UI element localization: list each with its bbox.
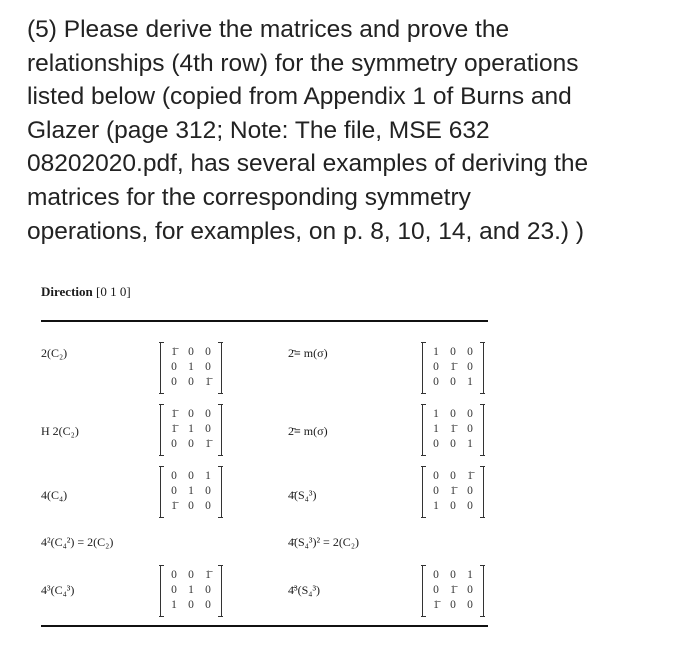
question-line: Glazer (page 312; Note: The file, MSE 632 [27, 116, 490, 144]
matrix-cell: 1̄ [171, 500, 177, 512]
direction-heading [41, 284, 131, 300]
matrix-cell: 1 [433, 346, 439, 358]
matrix-row [429, 375, 477, 390]
matrix-cell: 1̄ [205, 569, 211, 581]
matrix-row [429, 598, 477, 613]
matrix-cell: 0 [450, 438, 456, 450]
matrix-cell: 1̄ [205, 438, 211, 450]
matrix-row [429, 583, 477, 598]
matrix-cell: 0 [171, 584, 177, 596]
operation-label: 2̄≡ m(σ) [288, 346, 328, 360]
matrix-row [167, 422, 215, 437]
matrix-cell: 0 [188, 470, 194, 482]
matrix-cell: 0 [467, 599, 473, 611]
matrix-cell: 0 [467, 346, 473, 358]
symmetry-matrix [422, 467, 484, 517]
matrix-cell: 0 [188, 500, 194, 512]
matrix-row [167, 598, 215, 613]
matrix-cell: 0 [171, 485, 177, 497]
matrix-cell: 1 [467, 376, 473, 388]
matrix-cell: 1 [433, 423, 439, 435]
matrix-cell: 1̄ [450, 361, 456, 373]
matrix-cell: 1̄ [171, 423, 177, 435]
symmetry-matrix [160, 467, 222, 517]
matrix-cell: 0 [205, 584, 211, 596]
matrix-cell: 0 [188, 438, 194, 450]
matrix-cell: 0 [205, 599, 211, 611]
symmetry-matrix [160, 566, 222, 616]
matrix-cell: 0 [205, 500, 211, 512]
operation-label: H 2(C₂) [41, 424, 79, 438]
matrix-cell: 0 [433, 485, 439, 497]
matrix-cell: 0 [450, 569, 456, 581]
matrix-cell: 1 [188, 485, 194, 497]
matrix-row [429, 422, 477, 437]
matrix-cell: 1 [171, 599, 177, 611]
matrix-cell: 1 [188, 423, 194, 435]
question-line: operations, for examples, on p. 8, 10, 14, and 23.) ) [27, 217, 585, 245]
matrix-row [167, 375, 215, 390]
operation-label: 4(C₄) [41, 488, 68, 502]
direction-label: Direction [41, 284, 93, 299]
matrix-row [429, 499, 477, 514]
matrix-cell: 0 [450, 346, 456, 358]
matrix-cell: 1̄ [467, 470, 473, 482]
matrix-cell: 1̄ [433, 599, 439, 611]
matrix-cell: 1̄ [450, 584, 456, 596]
matrix-cell: 0 [205, 423, 211, 435]
symmetry-matrix [422, 405, 484, 455]
question-line: relationships (4th row) for the symmetry operations [27, 49, 579, 77]
matrix-cell: 0 [188, 376, 194, 388]
matrix-cell: 0 [433, 470, 439, 482]
matrix-cell: 0 [450, 376, 456, 388]
matrix-row [429, 345, 477, 360]
question-line: matrices for the corresponding symmetry [27, 183, 471, 211]
matrix-cell: 0 [433, 376, 439, 388]
question-line: (5) Please derive the matrices and prove the [27, 16, 510, 43]
operation-label: 4̄³(S₄³) [288, 583, 321, 597]
direction-value: [0 1 0] [96, 284, 131, 299]
question-text [27, 13, 687, 248]
operation-label: 4̄(S₄³) [288, 488, 317, 502]
matrix-cell: 0 [450, 599, 456, 611]
operation-label: 2(C₂) [41, 346, 68, 360]
operation-label: 2̄≡ m(σ) [288, 424, 328, 438]
matrix-cell: 0 [205, 361, 211, 373]
symmetry-matrix [422, 566, 484, 616]
question-line: listed below (copied from Appendix 1 of Burns and [27, 83, 572, 111]
matrix-cell: 0 [467, 361, 473, 373]
matrix-cell: 0 [188, 569, 194, 581]
matrix-row [429, 568, 477, 583]
operation-label: 4̄(S₄³)² = 2(C₂) [288, 535, 359, 549]
matrix-row [167, 484, 215, 499]
question-line: 08202020.pdf, has several examples of deriving the [27, 150, 589, 178]
matrix-cell: 1 [205, 470, 211, 482]
matrix-cell: 0 [188, 346, 194, 358]
matrix-row [429, 469, 477, 484]
symmetry-matrix [160, 405, 222, 455]
matrix-cell: 0 [205, 346, 211, 358]
matrix-row [167, 499, 215, 514]
matrix-cell: 1 [433, 500, 439, 512]
matrix-row [429, 407, 477, 422]
matrix-row [429, 437, 477, 452]
matrix-row [167, 407, 215, 422]
operation-label: 4²(C₄²) = 2(C₂) [41, 535, 114, 549]
matrix-cell: 0 [205, 408, 211, 420]
table-bottom-rule [41, 625, 488, 627]
matrix-cell: 1̄ [205, 376, 211, 388]
matrix-cell: 0 [450, 500, 456, 512]
matrix-cell: 0 [188, 408, 194, 420]
matrix-cell: 0 [467, 485, 473, 497]
matrix-cell: 1̄ [450, 485, 456, 497]
matrix-cell: 1 [188, 584, 194, 596]
matrix-cell: 1 [467, 438, 473, 450]
symmetry-matrix [422, 343, 484, 393]
matrix-cell: 0 [171, 438, 177, 450]
matrix-cell: 0 [188, 599, 194, 611]
matrix-row [429, 484, 477, 499]
matrix-row [167, 360, 215, 375]
matrix-cell: 0 [467, 584, 473, 596]
matrix-cell: 1̄ [171, 408, 177, 420]
matrix-cell: 1̄ [171, 346, 177, 358]
matrix-row [167, 345, 215, 360]
table-top-rule [41, 320, 488, 322]
matrix-cell: 1 [188, 361, 194, 373]
matrix-cell: 0 [171, 569, 177, 581]
matrix-row [167, 583, 215, 598]
matrix-cell: 0 [171, 470, 177, 482]
matrix-cell: 0 [467, 500, 473, 512]
matrix-row [429, 360, 477, 375]
matrix-cell: 0 [467, 423, 473, 435]
matrix-cell: 0 [450, 408, 456, 420]
matrix-cell: 1̄ [450, 423, 456, 435]
matrix-row [167, 568, 215, 583]
matrix-cell: 0 [433, 584, 439, 596]
matrix-cell: 1 [467, 569, 473, 581]
matrix-cell: 0 [433, 438, 439, 450]
matrix-row [167, 469, 215, 484]
matrix-cell: 0 [171, 376, 177, 388]
matrix-cell: 0 [433, 361, 439, 373]
operation-label: 4³(C₄³) [41, 583, 75, 597]
matrix-cell: 0 [205, 485, 211, 497]
matrix-cell: 0 [467, 408, 473, 420]
matrix-cell: 0 [433, 569, 439, 581]
matrix-cell: 1 [433, 408, 439, 420]
symmetry-matrix [160, 343, 222, 393]
matrix-row [167, 437, 215, 452]
matrix-cell: 0 [450, 470, 456, 482]
matrix-cell: 0 [171, 361, 177, 373]
